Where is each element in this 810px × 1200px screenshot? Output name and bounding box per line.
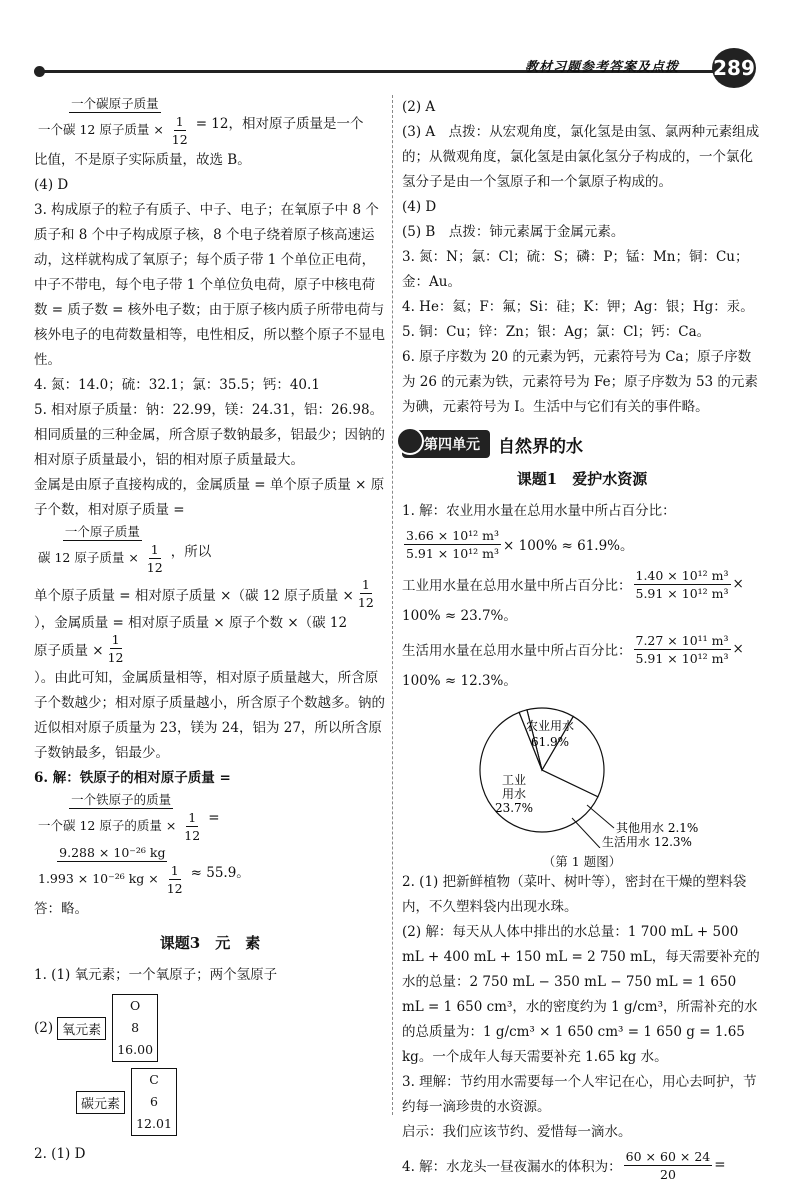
fraction: 一个原子质量 碳 12 原子质量 × $\frac{1}{12}$ — [38, 524, 163, 575]
leader-line-other — [587, 805, 614, 828]
answer: (2) A — [402, 99, 436, 115]
text: 比值，不是原子实际质量，故选 B。 — [34, 152, 251, 168]
answer: (3) A 点拨：从宏观角度，氯化氢是由氢、氯两种元素组成的；从微观角度，氯化氢是由氯化氢分子构成的，一个氯化氢分子是由一个氢原子和一个氯原子构成的。 — [402, 124, 760, 190]
answer: (2) 解：每天从人体中排出的水总量：1 700 mL + 500 mL + 400 mL + 150 mL = 2 750 mL，每天需要补充的水的总量：2 750 mL − 350 mL − 750 mL = 1 650 mL = 1 650 cm³，水的密度约为 1 g/cm³，所需补充的水的总质量为：1 g/cm³ × 1 650 cm³ = 1 650 g = 1.65 kg。一个成年人每天需要补充 1.65 kg 水。 — [402, 924, 760, 1065]
text: 原子质量 × — [34, 642, 104, 659]
answer: 4. He：氦；F：氟；Si：硅；K：钾；Ag：银；Hg：汞。 — [402, 299, 754, 315]
answer: 1. (1) 氧元素；一个氧原子；两个氢原子 — [34, 967, 278, 983]
text: = 12，相对原子质量是一个 — [195, 115, 364, 132]
answer: (5) B 点拨：铈元素属于金属元素。 — [402, 224, 625, 240]
answer-q6: 6. 解：铁原子的相对原子质量 = — [34, 770, 231, 786]
fraction-line — [34, 95, 386, 148]
answer: (4) D — [402, 199, 437, 215]
pie-label-industry: 工业 — [501, 773, 527, 787]
answer: 2. (1) D — [34, 1146, 86, 1162]
pie-label-industry-2: 用水 — [501, 787, 527, 801]
pie-value-agriculture: 61.9% — [530, 735, 570, 749]
answer: 6. 原子序数为 20 的元素为钙，元素符号为 Ca；原子序数为 26 的元素为铁，元素符号为 Fe；原子序数为 53 的元素为碘，元素符号为 I。生活中与它们有关的事件略。 — [402, 349, 758, 415]
leader-line-domestic — [572, 818, 600, 848]
fraction-line: 4. 解：水龙头一昼夜漏水的体积为： $\frac{60 \times 60 \times 24}{20}$ = — [402, 1148, 726, 1182]
answer: 5. 铜：Cu；锌：Zn；银：Ag；氯：Cl；钙：Ca。 — [402, 324, 711, 340]
text: 100% ≈ 23.7%。 — [402, 608, 517, 624]
section-heading: 课题1 爱护水资源 — [516, 470, 648, 488]
fraction-line: 生活用水量在总用水量中所占百分比： $\frac{\text{7.27 × 10¹¹ m³}}{\text{5.91 × 10¹² m³}}$ × — [402, 632, 744, 666]
text: ），金属质量 = 相对原子质量 × 原子个数 ×（碳 12 — [34, 615, 348, 631]
fraction-line: 单个原子质量 = 相对原子质量 ×（碳 12 原子质量 × $\frac{1}{12}$ ），金属质量 = 相对原子质量 × 原子个数 ×（碳 12 — [34, 577, 374, 631]
pie-chart — [402, 698, 762, 848]
denominator: 一个碳 12 原子质量 × $\frac{1}{12}$ — [38, 114, 188, 147]
element-card-oxygen: (2) 氧元素 O 8 16.00 — [34, 994, 386, 1062]
answer: 1. 解：农业用水量在总用水量中所占百分比： — [402, 503, 676, 519]
element-name: 碳元素 — [76, 1091, 125, 1114]
right-column — [402, 95, 762, 1185]
element-box: C 6 12.01 — [131, 1068, 177, 1136]
unit-label: 第四单元 — [402, 430, 490, 458]
answer-q3: 3. 构成原子的粒子有质子、中子、电子；在氧原子中 8 个质子和 8 个中子构成原子核，8 个电子绕着原子核高速运动，这样就构成了氧原子；每个质子带 1 个单位正电荷，中子不带电，每个电子带 1 个单位负电荷，原子中核电荷数 = 质子数 = 核外电子数；由于原子核内质子所带电荷与核外电子的电荷数量相等，电性相反，所以整个原子不显电性。 — [34, 202, 385, 368]
text: 金属是由原子直接构成的，金属质量 = 单个原子质量 × 原子个数，相对原子质量 = — [34, 477, 385, 518]
fraction-line: 工业用水量在总用水量中所占百分比： $\frac{\text{1.40 × 10¹² m³}}{\text{5.91 × 10¹² m³}}$ × — [402, 567, 744, 601]
answer-note: 答：略。 — [34, 901, 88, 917]
element-card-carbon — [76, 1068, 386, 1136]
page-number: 289 — [712, 48, 756, 88]
pie-label-agriculture: 农业用水 — [525, 719, 575, 733]
text: 单个原子质量 = 相对原子质量 ×（碳 12 原子质量 × — [34, 587, 354, 604]
running-header: 教材习题参考答案及点拨 — [525, 60, 680, 75]
fraction-line: 一个铁原子的质量 一个碳 12 原子的质量 × $\frac{1}{12}$ = — [38, 792, 220, 843]
unit-banner — [402, 430, 762, 458]
left-column — [34, 95, 386, 1167]
fraction — [36, 95, 194, 148]
element-box: O 8 16.00 — [112, 994, 158, 1062]
figure-caption: （第 1 题图） — [542, 854, 622, 869]
fraction-line: 9.288 × 10⁻²⁶ kg 1.993 × 10⁻²⁶ kg × $\frac{1}{12}$ ≈ 55.9。 — [38, 845, 250, 896]
text: 100% ≈ 12.3%。 — [402, 673, 517, 689]
element-name: 氧元素 — [57, 1017, 106, 1040]
numerator: 一个碳原子质量 — [71, 96, 159, 111]
fraction-line — [34, 473, 386, 576]
pie-svg — [402, 698, 762, 848]
answer-q5: 5. 相对原子质量：钠：22.99，镁：24.31，铝：26.98。相同质量的三种金属，所含原子数钠最多，铝最少；因钠的相对原子质量最小，铝的相对原子质量最大。 — [34, 402, 385, 468]
section-heading: 课题3 元 素 — [159, 934, 261, 952]
unit-title: 自然界的水 — [498, 436, 583, 457]
pie-label-other: 其他用水 2.1% — [616, 821, 699, 835]
fraction-line: 原子质量 × $\frac{1}{12}$ ）。由此可知，金属质量相等，相对原子质量越大，所含原子个数越少；相对原子质量越小，所含原子个数越多。钠的近似相对原子质量为 23，镁为 24，铝为 27，所以所含原子数钠最多，铝最少。 — [34, 631, 386, 766]
answer: 启示：我们应该节约、爱惜每一滴水。 — [402, 1124, 632, 1140]
pie-value-industry: 23.7% — [494, 801, 534, 815]
text: ，所以 — [170, 543, 212, 560]
pie-label-domestic: 生活用水 12.3% — [602, 835, 692, 848]
answer-q4: 4. 氮：14.0；硫：32.1；氯：35.5；钙：40.1 — [34, 377, 320, 393]
answer: (4) D — [34, 177, 69, 193]
answer: 2. (1) 把新鲜植物（菜叶、树叶等），密封在干燥的塑料袋内，不久塑料袋内出现水珠。 — [402, 874, 747, 915]
answer: 3. 氮：N；氯：Cl；硫：S；磷：P；锰：Mn；铜：Cu；金：Au。 — [402, 249, 749, 290]
answer: 3. 理解：节约用水需要每一个人牢记在心，用心去呵护，节约每一滴珍贵的水资源。 — [402, 1074, 757, 1115]
text: ）。由此可知，金属质量相等，相对原子质量越大，所含原子个数越少；相对原子质量越小，所含原子个数越多。钠的近似相对原子质量为 23，镁为 24，铝为 27，所以所含原子数钠最多，铝最少。 — [34, 670, 385, 761]
fraction-line: $\frac{\text{3.66 × 10¹² m³}}{\text{5.91 × 10¹² m³}}$ × 100% ≈ 61.9%。 — [406, 527, 634, 561]
column-divider — [392, 95, 393, 1115]
